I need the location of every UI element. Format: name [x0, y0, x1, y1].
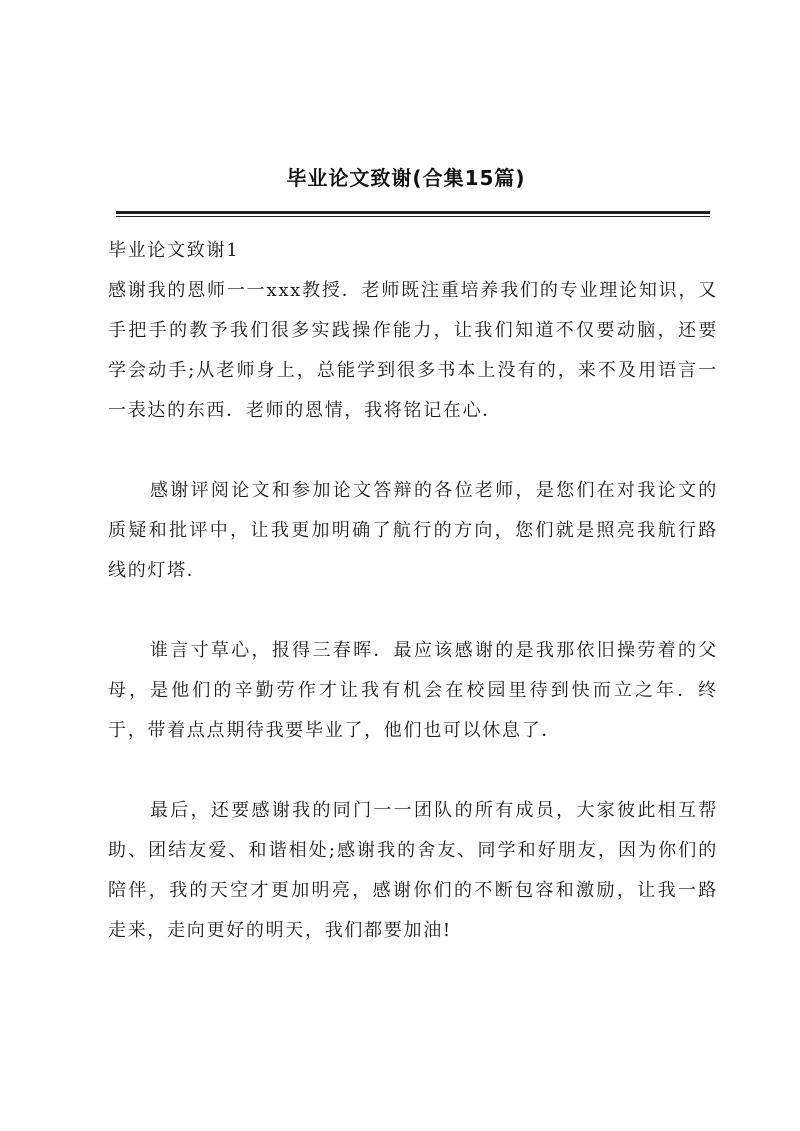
- title-divider-thick: [116, 211, 710, 214]
- section-title: 毕业论文致谢1: [108, 240, 240, 261]
- document-body: [108, 231, 718, 951]
- paragraph-4: 最后，还要感谢我的同门一一团队的所有成员，大家彼此相互帮助、团结友爱、和谐相处;感谢我的舍友、同学和好朋友，因为你们的陪伴，我的天空才更加明亮，感谢你们的不断包容和激励，让我一路走来，走向更好的明天，我们都要加油!: [108, 800, 718, 941]
- paragraph-spacer: [108, 751, 718, 791]
- paragraph-1: 感谢我的恩师一一xxx教授．老师既注重培养我们的专业理论知识，又手把手的教予我们很多实践操作能力，让我们知道不仅要动脑，还要学会动手;从老师身上，总能学到很多书本上没有的，来不及用语言一一表达的东西．老师的恩情，我将铭记在心．: [108, 280, 718, 421]
- paragraph-spacer: [108, 591, 718, 631]
- paragraph-spacer: [108, 431, 718, 471]
- paragraph-3: 谁言寸草心，报得三春晖．最应该感谢的是我那依旧操劳着的父母，是他们的辛勤劳作才让我有机会在校园里待到快而立之年．终于，带着点点期待我要毕业了，他们也可以休息了．: [108, 640, 718, 741]
- title-divider-thin: [116, 216, 710, 217]
- paragraph-2: 感谢评阅论文和参加论文答辩的各位老师，是您们在对我论文的质疑和批评中，让我更加明确了航行的方向，您们就是照亮我航行路线的灯塔．: [108, 480, 718, 581]
- document-title: 毕业论文致谢(合集15篇): [286, 166, 526, 190]
